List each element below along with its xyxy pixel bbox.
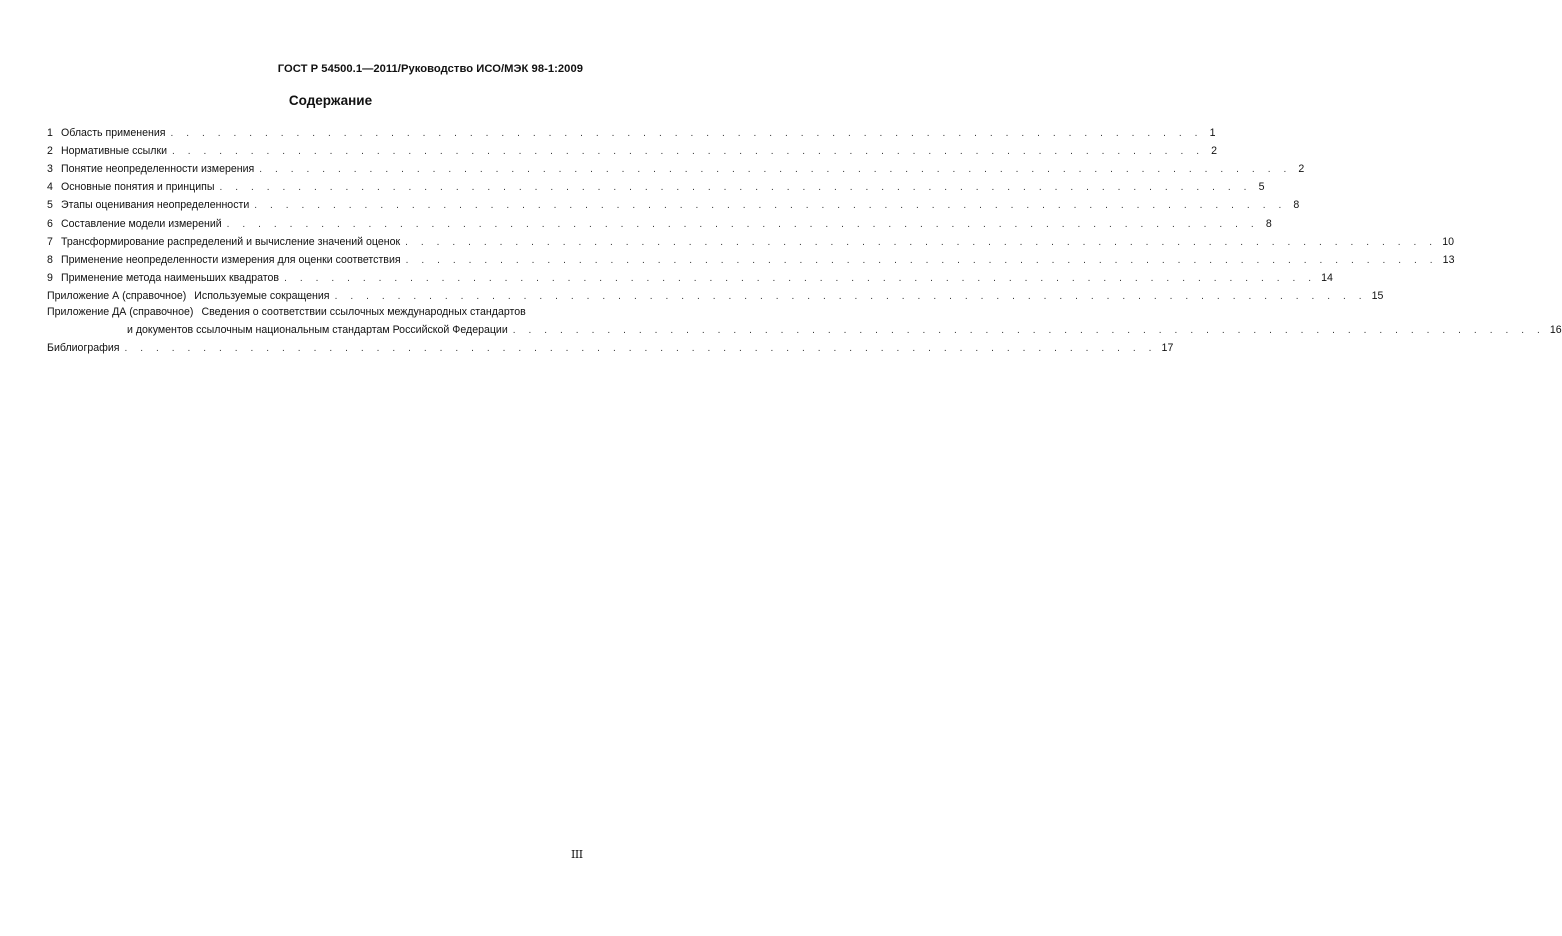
page-number: III — [571, 848, 583, 861]
toc-entry-number: 7 — [47, 235, 53, 248]
toc-leader-dots: . . . . . . . . . . . . . . . . . . . . . . . . . . . . . . . . . . . . . . . . . . . . . . . . . . . . . . . . . . . . . . . . . . — [512, 325, 1545, 337]
toc-leader-dots: . . . . . . . . . . . . . . . . . . . . . . . . . . . . . . . . . . . . . . . . . . . . . . . . . . . . . . . . . . . . . . . . . . — [219, 182, 1252, 194]
toc-leader-dots: . . . . . . . . . . . . . . . . . . . . . . . . . . . . . . . . . . . . . . . . . . . . . . . . . . . . . . . . . . . . . . . . . . — [284, 272, 1317, 284]
toc-entry-number: 4 — [47, 181, 53, 194]
toc-entry-title: Область применения — [61, 127, 166, 140]
toc-entry-label — [47, 218, 222, 231]
toc-entry-4[interactable] — [47, 176, 1265, 194]
appendix-da-second-line — [47, 319, 1562, 337]
toc-entry-5[interactable] — [47, 194, 1300, 212]
toc-entry-page: 2 — [1298, 163, 1305, 176]
toc-entry-title: Применение неопределенности измерения для оценки соответствия — [61, 253, 401, 266]
toc-entry-title: Понятие неопределенности измерения — [61, 163, 255, 176]
toc-leader-dots: . . . . . . . . . . . . . . . . . . . . . . . . . . . . . . . . . . . . . . . . . . . . . . . . . . . . . . . . . . . . . . . . . . — [226, 218, 1259, 230]
toc-entry-page: 8 — [1265, 217, 1272, 230]
toc-entry-title: Нормативные ссылки — [61, 145, 168, 158]
toc-leader-dots: . . . . . . . . . . . . . . . . . . . . . . . . . . . . . . . . . . . . . . . . . . . . . . . . . . . . . . . . . . . . . . . . . . — [254, 200, 1287, 212]
toc-entry-title: Применение метода наименьших квадратов — [61, 271, 280, 284]
toc-entry-8[interactable] — [47, 249, 1455, 267]
toc-entry-number: 5 — [47, 199, 53, 212]
toc-leader-dots: . . . . . . . . . . . . . . . . . . . . . . . . . . . . . . . . . . . . . . . . . . . . . . . . . . . . . . . . . . . . . . . . . . — [405, 254, 1438, 266]
table-of-contents — [47, 122, 1562, 355]
toc-leader-dots: . . . . . . . . . . . . . . . . . . . . . . . . . . . . . . . . . . . . . . . . . . . . . . . . . . . . . . . . . . . . . . . . . . — [405, 236, 1438, 248]
toc-entry-number: 3 — [47, 163, 53, 176]
toc-entry-page: 17 — [1161, 342, 1174, 355]
toc-entry-label — [47, 236, 400, 249]
appendix-title: Используемые сокращения — [194, 289, 330, 302]
toc-leader-dots: . . . . . . . . . . . . . . . . . . . . . . . . . . . . . . . . . . . . . . . . . . . . . . . . . . . . . . . . . . . . . . . . . . — [259, 164, 1292, 176]
toc-leader-dots: . . . . . . . . . . . . . . . . . . . . . . . . . . . . . . . . . . . . . . . . . . . . . . . . . . . . . . . . . . . . . . . . . . — [170, 128, 1203, 140]
appendix-title-line1: Сведения о соответствии ссылочных международных стандартов — [201, 305, 526, 318]
toc-entry-page: 16 — [1549, 324, 1562, 337]
toc-entry-number: 9 — [47, 271, 53, 284]
toc-entry-label — [47, 254, 401, 267]
appendix-designation: Приложение А (справочное) — [47, 289, 187, 302]
toc-entry-label — [47, 181, 214, 194]
document-designation: ГОСТ Р 54500.1—2011/Руководство ИСО/МЭК 98-1:2009 — [277, 63, 583, 75]
toc-entry-label — [47, 199, 249, 212]
toc-entry-page: 10 — [1442, 235, 1454, 248]
toc-bibliography[interactable] — [47, 337, 1174, 355]
toc-entry-7[interactable] — [47, 231, 1454, 249]
toc-entry-page: 5 — [1258, 181, 1265, 194]
appendix-designation: Приложение ДА (справочное) — [47, 305, 194, 318]
toc-entry-number: 8 — [47, 253, 53, 266]
toc-entry-page: 15 — [1371, 289, 1384, 302]
toc-title: Содержание — [288, 93, 373, 108]
toc-entry-number: 6 — [47, 217, 53, 230]
toc-entry-number: 2 — [47, 145, 53, 158]
toc-entry-page: 2 — [1211, 145, 1218, 158]
toc-appendix-a[interactable] — [47, 285, 1384, 303]
toc-entry-label — [47, 163, 254, 176]
toc-entry-page: 14 — [1321, 271, 1333, 284]
appendix-da-first-line — [47, 303, 583, 319]
toc-entry-label — [47, 272, 279, 285]
toc-entry-9[interactable] — [47, 267, 1333, 285]
toc-entry-3[interactable] — [47, 158, 1305, 176]
appendix-title-line2: и документов ссылочным национальным стандартам Российской Федерации — [127, 324, 508, 337]
toc-leader-dots: . . . . . . . . . . . . . . . . . . . . . . . . . . . . . . . . . . . . . . . . . . . . . . . . . . . . . . . . . . . . . . . . . . — [172, 146, 1205, 158]
toc-entry-label — [47, 145, 167, 158]
toc-entry-page: 8 — [1293, 199, 1300, 212]
toc-entry-page: 1 — [1209, 127, 1216, 140]
toc-entry-label — [47, 290, 330, 303]
toc-entry-2[interactable] — [47, 140, 1218, 158]
toc-entry-title: Трансформирование распределений и вычисление значений оценок — [61, 235, 401, 248]
toc-entry-1[interactable] — [47, 122, 1216, 140]
toc-entry-6[interactable] — [47, 212, 1272, 230]
toc-entry-title: Этапы оценивания неопределенности — [61, 199, 250, 212]
toc-entry-number: 1 — [47, 127, 53, 140]
toc-leader-dots: . . . . . . . . . . . . . . . . . . . . . . . . . . . . . . . . . . . . . . . . . . . . . . . . . . . . . . . . . . . . . . . . . . — [124, 343, 1157, 355]
toc-appendix-da[interactable] — [47, 303, 1562, 337]
toc-entry-title: Составление модели измерений — [61, 217, 222, 230]
toc-entry-label — [47, 127, 165, 140]
toc-entry-title: Библиография — [47, 342, 120, 355]
toc-entry-title: Основные понятия и принципы — [61, 181, 215, 194]
toc-leader-dots: . . . . . . . . . . . . . . . . . . . . . . . . . . . . . . . . . . . . . . . . . . . . . . . . . . . . . . . . . . . . . . . . . . — [334, 290, 1367, 302]
toc-entry-page: 13 — [1442, 253, 1455, 266]
